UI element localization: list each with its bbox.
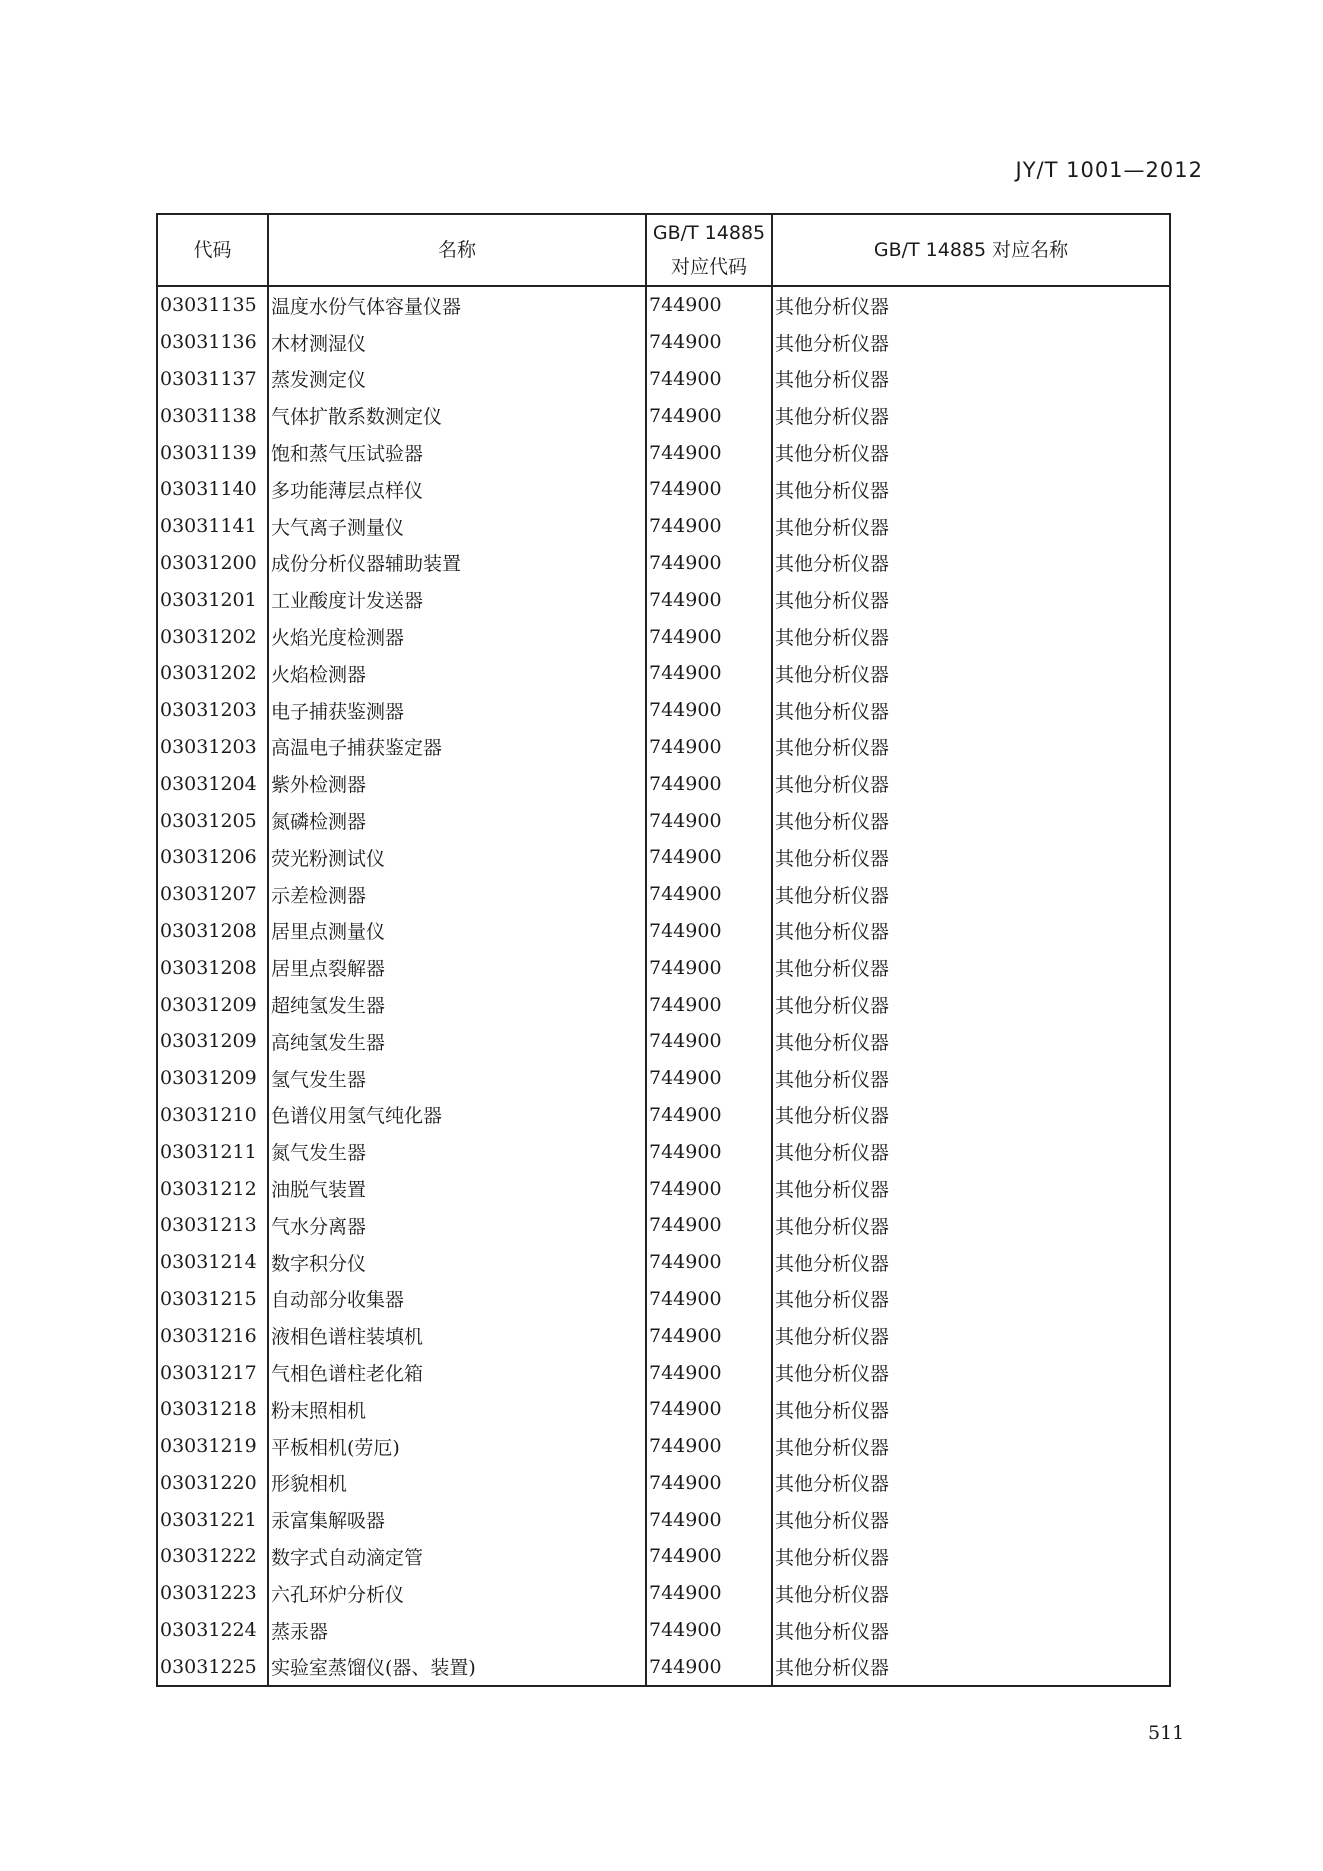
cell-name: 火焰检测器 [268, 655, 646, 692]
table-row [157, 1060, 1170, 1097]
cell-gb-name: 其他分析仪器 [772, 1538, 1170, 1575]
table-row [157, 1538, 1170, 1575]
cell-name: 氢气发生器 [268, 1060, 646, 1097]
cell-gb-code: 744900 [646, 581, 772, 618]
table-row [157, 618, 1170, 655]
cell-gb-name: 其他分析仪器 [772, 1244, 1170, 1281]
table-row [157, 949, 1170, 986]
table-row [157, 434, 1170, 471]
cell-code: 03031202 [157, 655, 268, 692]
cell-gb-code: 744900 [646, 508, 772, 545]
cell-gb-name: 其他分析仪器 [772, 802, 1170, 839]
header-gb-code [646, 214, 772, 286]
table-row [157, 397, 1170, 434]
cell-gb-code: 744900 [646, 1317, 772, 1354]
cell-gb-code: 744900 [646, 361, 772, 398]
cell-gb-name: 其他分析仪器 [772, 1575, 1170, 1612]
cell-code: 03031208 [157, 913, 268, 950]
table-row [157, 1391, 1170, 1428]
cell-gb-name: 其他分析仪器 [772, 581, 1170, 618]
table-row [157, 1575, 1170, 1612]
cell-code: 03031138 [157, 397, 268, 434]
cell-gb-code: 744900 [646, 876, 772, 913]
cell-gb-name: 其他分析仪器 [772, 655, 1170, 692]
table-row [157, 1133, 1170, 1170]
cell-gb-code: 744900 [646, 1170, 772, 1207]
cell-code: 03031206 [157, 839, 268, 876]
table-row [157, 471, 1170, 508]
table-row [157, 1244, 1170, 1281]
cell-gb-code: 744900 [646, 1354, 772, 1391]
cell-name: 居里点裂解器 [268, 949, 646, 986]
cell-code: 03031137 [157, 361, 268, 398]
cell-name: 自动部分收集器 [268, 1281, 646, 1318]
cell-name: 气体扩散系数测定仪 [268, 397, 646, 434]
cell-gb-name: 其他分析仪器 [772, 1133, 1170, 1170]
table-header-row [157, 214, 1170, 286]
cell-name: 氮气发生器 [268, 1133, 646, 1170]
cell-gb-name: 其他分析仪器 [772, 729, 1170, 766]
cell-gb-code: 744900 [646, 1060, 772, 1097]
table-row [157, 1428, 1170, 1465]
cell-code: 03031201 [157, 581, 268, 618]
cell-name: 蒸发测定仪 [268, 361, 646, 398]
header-name: 名称 [268, 214, 646, 286]
cell-code: 03031223 [157, 1575, 268, 1612]
cell-name: 形貌相机 [268, 1465, 646, 1502]
cell-code: 03031222 [157, 1538, 268, 1575]
cell-gb-name: 其他分析仪器 [772, 397, 1170, 434]
cell-name: 实验室蒸馏仪(器、装置) [268, 1648, 646, 1686]
classification-table [156, 213, 1171, 1687]
cell-gb-name: 其他分析仪器 [772, 913, 1170, 950]
cell-name: 汞富集解吸器 [268, 1501, 646, 1538]
cell-gb-name: 其他分析仪器 [772, 1317, 1170, 1354]
table-row [157, 839, 1170, 876]
cell-name: 高温电子捕获鉴定器 [268, 729, 646, 766]
cell-gb-code: 744900 [646, 1281, 772, 1318]
cell-name: 六孔环炉分析仪 [268, 1575, 646, 1612]
cell-gb-name: 其他分析仪器 [772, 545, 1170, 582]
header-gb-code-line1: GB/T 14885 [652, 222, 766, 244]
cell-gb-name: 其他分析仪器 [772, 324, 1170, 361]
cell-code: 03031136 [157, 324, 268, 361]
cell-code: 03031140 [157, 471, 268, 508]
cell-code: 03031209 [157, 1023, 268, 1060]
cell-gb-code: 744900 [646, 692, 772, 729]
table-row [157, 692, 1170, 729]
cell-name: 氮磷检测器 [268, 802, 646, 839]
cell-gb-name: 其他分析仪器 [772, 618, 1170, 655]
page-number: 511 [1148, 1722, 1185, 1744]
table-row [157, 1317, 1170, 1354]
cell-code: 03031139 [157, 434, 268, 471]
cell-gb-name: 其他分析仪器 [772, 1648, 1170, 1686]
cell-name: 大气离子测量仪 [268, 508, 646, 545]
cell-gb-name: 其他分析仪器 [772, 765, 1170, 802]
cell-gb-code: 744900 [646, 729, 772, 766]
cell-name: 气相色谱柱老化箱 [268, 1354, 646, 1391]
table-row [157, 802, 1170, 839]
cell-gb-name: 其他分析仪器 [772, 361, 1170, 398]
cell-gb-code: 744900 [646, 1465, 772, 1502]
cell-code: 03031141 [157, 508, 268, 545]
cell-name: 火焰光度检测器 [268, 618, 646, 655]
cell-gb-name: 其他分析仪器 [772, 508, 1170, 545]
cell-gb-name: 其他分析仪器 [772, 1612, 1170, 1649]
table-row [157, 729, 1170, 766]
cell-gb-code: 744900 [646, 324, 772, 361]
cell-gb-code: 744900 [646, 1207, 772, 1244]
cell-gb-name: 其他分析仪器 [772, 1501, 1170, 1538]
cell-gb-code: 744900 [646, 1133, 772, 1170]
cell-gb-name: 其他分析仪器 [772, 1465, 1170, 1502]
cell-name: 油脱气装置 [268, 1170, 646, 1207]
cell-name: 平板相机(劳厄) [268, 1428, 646, 1465]
cell-code: 03031213 [157, 1207, 268, 1244]
cell-gb-code: 744900 [646, 434, 772, 471]
cell-name: 数字式自动滴定管 [268, 1538, 646, 1575]
cell-code: 03031219 [157, 1428, 268, 1465]
cell-name: 气水分离器 [268, 1207, 646, 1244]
cell-code: 03031205 [157, 802, 268, 839]
cell-name: 饱和蒸气压试验器 [268, 434, 646, 471]
table-row [157, 1501, 1170, 1538]
cell-gb-code: 744900 [646, 1648, 772, 1686]
table-row [157, 1354, 1170, 1391]
cell-code: 03031221 [157, 1501, 268, 1538]
table-row [157, 913, 1170, 950]
cell-gb-name: 其他分析仪器 [772, 1428, 1170, 1465]
cell-gb-code: 744900 [646, 618, 772, 655]
cell-name: 高纯氢发生器 [268, 1023, 646, 1060]
cell-name: 温度水份气体容量仪器 [268, 286, 646, 324]
cell-gb-code: 744900 [646, 1538, 772, 1575]
cell-gb-code: 744900 [646, 986, 772, 1023]
cell-name: 电子捕获鉴测器 [268, 692, 646, 729]
cell-code: 03031212 [157, 1170, 268, 1207]
cell-name: 数字积分仪 [268, 1244, 646, 1281]
table-row [157, 876, 1170, 913]
cell-name: 木材测湿仪 [268, 324, 646, 361]
cell-code: 03031200 [157, 545, 268, 582]
cell-gb-code: 744900 [646, 545, 772, 582]
cell-gb-code: 744900 [646, 1612, 772, 1649]
cell-code: 03031220 [157, 1465, 268, 1502]
cell-name: 成份分析仪器辅助装置 [268, 545, 646, 582]
cell-gb-name: 其他分析仪器 [772, 471, 1170, 508]
cell-gb-name: 其他分析仪器 [772, 1170, 1170, 1207]
cell-code: 03031218 [157, 1391, 268, 1428]
table-row [157, 1023, 1170, 1060]
cell-gb-code: 744900 [646, 1097, 772, 1134]
cell-gb-code: 744900 [646, 913, 772, 950]
cell-name: 蒸汞器 [268, 1612, 646, 1649]
cell-code: 03031135 [157, 286, 268, 324]
table-row [157, 765, 1170, 802]
cell-name: 超纯氢发生器 [268, 986, 646, 1023]
cell-gb-name: 其他分析仪器 [772, 949, 1170, 986]
cell-gb-code: 744900 [646, 949, 772, 986]
cell-code: 03031216 [157, 1317, 268, 1354]
cell-gb-code: 744900 [646, 1244, 772, 1281]
cell-name: 液相色谱柱装填机 [268, 1317, 646, 1354]
cell-gb-name: 其他分析仪器 [772, 1281, 1170, 1318]
cell-gb-name: 其他分析仪器 [772, 1023, 1170, 1060]
cell-code: 03031204 [157, 765, 268, 802]
cell-gb-code: 744900 [646, 286, 772, 324]
cell-code: 03031217 [157, 1354, 268, 1391]
cell-gb-name: 其他分析仪器 [772, 986, 1170, 1023]
cell-code: 03031225 [157, 1648, 268, 1686]
cell-gb-code: 744900 [646, 397, 772, 434]
cell-gb-code: 744900 [646, 765, 772, 802]
table-row [157, 508, 1170, 545]
table-row [157, 1281, 1170, 1318]
cell-gb-name: 其他分析仪器 [772, 1097, 1170, 1134]
cell-code: 03031209 [157, 1060, 268, 1097]
header-code: 代码 [157, 214, 268, 286]
cell-gb-name: 其他分析仪器 [772, 1354, 1170, 1391]
cell-gb-name: 其他分析仪器 [772, 692, 1170, 729]
cell-gb-code: 744900 [646, 1023, 772, 1060]
cell-name: 居里点测量仪 [268, 913, 646, 950]
cell-gb-name: 其他分析仪器 [772, 839, 1170, 876]
table-row [157, 1170, 1170, 1207]
cell-gb-code: 744900 [646, 1575, 772, 1612]
table-row [157, 655, 1170, 692]
cell-code: 03031215 [157, 1281, 268, 1318]
table-row [157, 986, 1170, 1023]
cell-gb-code: 744900 [646, 802, 772, 839]
cell-name: 多功能薄层点样仪 [268, 471, 646, 508]
table-row [157, 1207, 1170, 1244]
cell-name: 紫外检测器 [268, 765, 646, 802]
cell-code: 03031203 [157, 692, 268, 729]
cell-gb-code: 744900 [646, 839, 772, 876]
cell-name: 色谱仪用氢气纯化器 [268, 1097, 646, 1134]
cell-gb-code: 744900 [646, 1428, 772, 1465]
cell-code: 03031211 [157, 1133, 268, 1170]
table-row [157, 1097, 1170, 1134]
cell-name: 工业酸度计发送器 [268, 581, 646, 618]
cell-gb-code: 744900 [646, 655, 772, 692]
cell-name: 荧光粉测试仪 [268, 839, 646, 876]
cell-name: 粉末照相机 [268, 1391, 646, 1428]
cell-gb-code: 744900 [646, 1501, 772, 1538]
header-gb-code-line2: 对应代码 [670, 256, 747, 278]
header-gb-name: GB/T 14885 对应名称 [772, 214, 1170, 286]
cell-code: 03031210 [157, 1097, 268, 1134]
cell-gb-name: 其他分析仪器 [772, 1391, 1170, 1428]
cell-code: 03031214 [157, 1244, 268, 1281]
cell-gb-name: 其他分析仪器 [772, 286, 1170, 324]
cell-code: 03031203 [157, 729, 268, 766]
table-row [157, 581, 1170, 618]
cell-name: 示差检测器 [268, 876, 646, 913]
cell-gb-name: 其他分析仪器 [772, 1207, 1170, 1244]
cell-code: 03031207 [157, 876, 268, 913]
standard-code: JY/T 1001—2012 [1015, 158, 1203, 182]
cell-gb-name: 其他分析仪器 [772, 434, 1170, 471]
cell-code: 03031202 [157, 618, 268, 655]
table-row [157, 1648, 1170, 1686]
cell-code: 03031224 [157, 1612, 268, 1649]
table-row [157, 324, 1170, 361]
table-row [157, 545, 1170, 582]
table-row [157, 1612, 1170, 1649]
cell-gb-code: 744900 [646, 471, 772, 508]
cell-gb-name: 其他分析仪器 [772, 876, 1170, 913]
table-row [157, 286, 1170, 324]
cell-code: 03031208 [157, 949, 268, 986]
table-row [157, 1465, 1170, 1502]
cell-gb-code: 744900 [646, 1391, 772, 1428]
table-row [157, 361, 1170, 398]
cell-gb-name: 其他分析仪器 [772, 1060, 1170, 1097]
cell-code: 03031209 [157, 986, 268, 1023]
